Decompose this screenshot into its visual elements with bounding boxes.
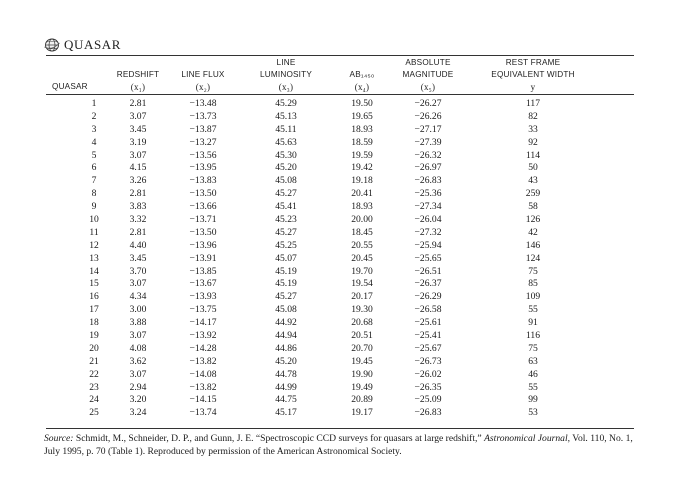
column-header-variable: (x₄) <box>354 82 370 92</box>
source-details: Vol. 110, No. 1, July 1995, p. 70 (Table 1). Reproduced by permission of the American Astronomical Society. <box>44 433 633 457</box>
table-row <box>0 214 700 227</box>
cell-rest-frame-ew: 91 <box>528 317 538 329</box>
cell-absolute-magnitude: −25.41 <box>414 330 442 342</box>
table-row <box>0 111 700 124</box>
cell-line-flux: −13.73 <box>189 110 217 122</box>
table-row <box>0 98 700 111</box>
cell-line-flux: −13.56 <box>189 149 217 161</box>
cell-rest-frame-ew: 43 <box>528 175 538 187</box>
cell-absolute-magnitude: −26.51 <box>414 265 442 277</box>
cell-line-luminosity: 45.25 <box>275 239 297 251</box>
cell-quasar: 9 <box>91 201 97 213</box>
cell-rest-frame-ew: 82 <box>528 110 538 122</box>
cell-absolute-magnitude: −26.27 <box>414 98 442 109</box>
cell-redshift: 3.00 <box>129 304 147 316</box>
cell-redshift: 3.19 <box>129 136 147 148</box>
cell-rest-frame-ew: 117 <box>525 98 541 109</box>
cell-ab1450: 19.54 <box>351 278 373 290</box>
cell-ab1450: 19.49 <box>351 381 373 393</box>
cell-line-flux: −13.82 <box>189 355 217 367</box>
cell-absolute-magnitude: −25.67 <box>414 342 442 354</box>
cell-rest-frame-ew: 92 <box>528 136 538 148</box>
cell-line-luminosity: 44.92 <box>275 317 297 329</box>
cell-ab1450: 19.65 <box>351 110 373 122</box>
cell-quasar: 19 <box>89 330 99 342</box>
source-journal: Astronomical Journal, <box>484 433 571 444</box>
column-header-variable: (x₃) <box>278 82 294 92</box>
cell-absolute-magnitude: −26.73 <box>414 355 442 367</box>
cell-absolute-magnitude: −26.29 <box>414 291 442 303</box>
bottom-rule <box>46 428 634 429</box>
cell-ab1450: 19.30 <box>351 304 373 316</box>
column-header-label: LUMINOSITY <box>259 70 313 79</box>
table-row <box>0 343 700 356</box>
cell-line-flux: −13.96 <box>189 239 217 251</box>
cell-line-luminosity: 45.19 <box>275 278 297 290</box>
cell-absolute-magnitude: −26.04 <box>414 214 442 226</box>
source-note <box>44 432 638 458</box>
cell-rest-frame-ew: 126 <box>525 214 541 226</box>
cell-quasar: 12 <box>89 239 99 251</box>
column-header-variable: (x₅) <box>420 82 436 92</box>
cell-line-flux: −13.66 <box>189 201 217 213</box>
cell-quasar: 8 <box>91 188 97 200</box>
cell-rest-frame-ew: 42 <box>528 226 538 238</box>
table-title-text: QUASAR <box>64 37 122 52</box>
cell-quasar: 21 <box>89 355 99 367</box>
cell-ab1450: 20.70 <box>351 342 373 354</box>
cell-quasar: 25 <box>89 407 99 419</box>
cell-rest-frame-ew: 50 <box>528 162 538 174</box>
cell-line-luminosity: 45.11 <box>275 123 297 135</box>
cell-line-flux: −13.75 <box>189 304 217 316</box>
cell-line-flux: −14.15 <box>189 394 217 406</box>
cell-rest-frame-ew: 259 <box>525 188 541 200</box>
cell-ab1450: 20.17 <box>351 291 373 303</box>
cell-ab1450: 18.93 <box>351 123 373 135</box>
cell-redshift: 3.83 <box>129 201 147 213</box>
cell-line-flux: −13.91 <box>189 252 217 264</box>
cell-rest-frame-ew: 99 <box>528 394 538 406</box>
table-row <box>0 266 700 279</box>
cell-rest-frame-ew: 55 <box>528 381 538 393</box>
cell-rest-frame-ew: 63 <box>528 355 538 367</box>
cell-rest-frame-ew: 146 <box>525 239 541 251</box>
cell-line-luminosity: 45.63 <box>275 136 297 148</box>
cell-line-flux: −14.17 <box>189 317 217 329</box>
table-row <box>0 382 700 395</box>
cell-line-flux: −14.28 <box>189 342 217 354</box>
cell-redshift: 3.07 <box>129 110 147 122</box>
cell-ab1450: 20.51 <box>351 330 373 342</box>
cell-line-luminosity: 45.23 <box>275 214 297 226</box>
cell-line-flux: −13.92 <box>189 330 217 342</box>
cell-line-luminosity: 45.27 <box>275 188 297 200</box>
cell-absolute-magnitude: −26.32 <box>414 149 442 161</box>
cell-rest-frame-ew: 46 <box>528 368 538 380</box>
cell-line-luminosity: 45.08 <box>275 304 297 316</box>
table-row <box>0 150 700 163</box>
cell-line-flux: −13.93 <box>189 291 217 303</box>
table-row <box>0 175 700 188</box>
column-header-variable: y <box>530 82 536 92</box>
cell-ab1450: 19.90 <box>351 368 373 380</box>
cell-rest-frame-ew: 58 <box>528 201 538 213</box>
cell-quasar: 11 <box>89 226 99 238</box>
cell-ab1450: 18.45 <box>351 226 373 238</box>
table-row <box>0 253 700 266</box>
cell-absolute-magnitude: −26.58 <box>414 304 442 316</box>
cell-absolute-magnitude: −25.09 <box>414 394 442 406</box>
cell-line-flux: −13.50 <box>189 226 217 238</box>
cell-redshift: 3.07 <box>129 368 147 380</box>
cell-redshift: 3.45 <box>129 123 147 135</box>
cell-redshift: 2.81 <box>129 98 147 109</box>
cell-quasar: 16 <box>89 291 99 303</box>
column-header-label: ABSOLUTE <box>405 58 451 67</box>
cell-ab1450: 19.59 <box>351 149 373 161</box>
cell-line-luminosity: 45.30 <box>275 149 297 161</box>
cell-quasar: 14 <box>89 265 99 277</box>
cell-quasar: 5 <box>91 149 97 161</box>
cell-quasar: 2 <box>91 110 97 122</box>
cell-redshift: 3.62 <box>129 355 147 367</box>
column-header-absolute-magnitude <box>383 57 473 93</box>
table-body <box>0 98 700 420</box>
cell-line-luminosity: 45.41 <box>275 201 297 213</box>
cell-ab1450: 20.68 <box>351 317 373 329</box>
cell-redshift: 3.07 <box>129 330 147 342</box>
column-header-rest-frame-ew <box>473 57 593 93</box>
cell-quasar: 7 <box>91 175 97 187</box>
cell-line-flux: −13.82 <box>189 381 217 393</box>
cell-rest-frame-ew: 75 <box>528 342 538 354</box>
cell-redshift: 3.07 <box>129 149 147 161</box>
cell-line-luminosity: 45.27 <box>275 291 297 303</box>
column-header-label: MAGNITUDE <box>402 70 454 79</box>
cell-absolute-magnitude: −25.61 <box>414 317 442 329</box>
cell-line-flux: −14.08 <box>189 368 217 380</box>
cell-line-flux: −13.71 <box>189 214 217 226</box>
table-row <box>0 407 700 420</box>
cell-quasar: 17 <box>89 304 99 316</box>
cell-rest-frame-ew: 55 <box>528 304 538 316</box>
table-row <box>0 188 700 201</box>
cell-redshift: 4.15 <box>129 162 147 174</box>
cell-quasar: 23 <box>89 381 99 393</box>
column-header-variable: (x₂) <box>195 82 211 92</box>
cell-ab1450: 20.89 <box>351 394 373 406</box>
cell-line-flux: −13.85 <box>189 265 217 277</box>
table-row <box>0 201 700 214</box>
cell-redshift: 4.08 <box>129 342 147 354</box>
cell-line-luminosity: 45.17 <box>275 407 297 419</box>
table-row <box>0 369 700 382</box>
cell-ab1450: 19.42 <box>351 162 373 174</box>
cell-quasar: 22 <box>89 368 99 380</box>
table-row <box>0 291 700 304</box>
table-row <box>0 137 700 150</box>
cell-rest-frame-ew: 116 <box>525 330 541 342</box>
cell-rest-frame-ew: 85 <box>528 278 538 290</box>
column-header-label: EQUIVALENT WIDTH <box>491 70 575 79</box>
cell-quasar: 15 <box>89 278 99 290</box>
cell-redshift: 3.45 <box>129 252 147 264</box>
cell-absolute-magnitude: −27.39 <box>414 136 442 148</box>
cell-absolute-magnitude: −26.26 <box>414 110 442 122</box>
cell-redshift: 2.94 <box>129 381 147 393</box>
cell-redshift: 3.20 <box>129 394 147 406</box>
column-header-label: LINE FLUX <box>181 70 225 79</box>
cell-absolute-magnitude: −27.17 <box>414 123 442 135</box>
cell-absolute-magnitude: −26.97 <box>414 162 442 174</box>
cell-ab1450: 18.93 <box>351 201 373 213</box>
cell-rest-frame-ew: 33 <box>528 123 538 135</box>
cell-redshift: 4.40 <box>129 239 147 251</box>
source-authors: Schmidt, M., Schneider, D. P., and Gunn, J. E. “Spectroscopic CCD surveys for quasars at large redshift,” <box>73 433 482 444</box>
cell-absolute-magnitude: −26.83 <box>414 407 442 419</box>
column-header-label: REDSHIFT <box>116 70 160 79</box>
column-header-label: AB₁₄₅₀ <box>349 70 375 79</box>
column-header-label: REST FRAME <box>505 58 561 67</box>
header-rule <box>46 94 634 95</box>
cell-ab1450: 20.41 <box>351 188 373 200</box>
cell-rest-frame-ew: 109 <box>525 291 541 303</box>
cell-quasar: 18 <box>89 317 99 329</box>
cell-absolute-magnitude: −25.94 <box>414 239 442 251</box>
cell-rest-frame-ew: 53 <box>528 407 538 419</box>
cell-line-luminosity: 44.86 <box>275 342 297 354</box>
table-row <box>0 240 700 253</box>
cell-absolute-magnitude: −25.36 <box>414 188 442 200</box>
cell-line-flux: −13.67 <box>189 278 217 290</box>
cell-line-luminosity: 45.27 <box>275 226 297 238</box>
column-header-variable: (x₁) <box>130 82 146 92</box>
cell-redshift: 3.70 <box>129 265 147 277</box>
cell-redshift: 4.34 <box>129 291 147 303</box>
cell-ab1450: 19.70 <box>351 265 373 277</box>
cell-quasar: 6 <box>91 162 97 174</box>
cell-line-luminosity: 44.78 <box>275 368 297 380</box>
cell-quasar: 10 <box>89 214 99 226</box>
cell-line-flux: −13.74 <box>189 407 217 419</box>
cell-ab1450: 20.00 <box>351 214 373 226</box>
cell-line-luminosity: 45.13 <box>275 110 297 122</box>
cell-line-luminosity: 44.75 <box>275 394 297 406</box>
column-header-line-luminosity <box>241 57 331 93</box>
cell-absolute-magnitude: −26.83 <box>414 175 442 187</box>
cell-ab1450: 20.45 <box>351 252 373 264</box>
table-row <box>0 304 700 317</box>
cell-quasar: 3 <box>91 123 97 135</box>
cell-redshift: 2.81 <box>129 226 147 238</box>
cell-line-luminosity: 45.20 <box>275 162 297 174</box>
cell-quasar: 4 <box>91 136 97 148</box>
table-row <box>0 330 700 343</box>
cell-redshift: 3.32 <box>129 214 147 226</box>
cell-redshift: 3.24 <box>129 407 147 419</box>
cell-line-luminosity: 45.29 <box>275 98 297 109</box>
cell-line-flux: −13.50 <box>189 188 217 200</box>
table-row <box>0 124 700 137</box>
cell-line-luminosity: 44.94 <box>275 330 297 342</box>
cell-redshift: 3.88 <box>129 317 147 329</box>
table-row <box>0 227 700 240</box>
cell-ab1450: 19.50 <box>351 98 373 109</box>
table-row <box>0 278 700 291</box>
top-rule <box>46 55 634 56</box>
cell-redshift: 3.07 <box>129 278 147 290</box>
cell-line-flux: −13.95 <box>189 162 217 174</box>
cell-quasar: 13 <box>89 252 99 264</box>
table-row <box>0 317 700 330</box>
cell-redshift: 2.81 <box>129 188 147 200</box>
cell-absolute-magnitude: −26.35 <box>414 381 442 393</box>
cell-redshift: 3.26 <box>129 175 147 187</box>
cell-rest-frame-ew: 75 <box>528 265 538 277</box>
cell-line-flux: −13.48 <box>189 98 217 109</box>
cell-rest-frame-ew: 124 <box>525 252 541 264</box>
column-header-label: QUASAR <box>52 82 88 91</box>
cell-line-luminosity: 45.08 <box>275 175 297 187</box>
cell-absolute-magnitude: −26.37 <box>414 278 442 290</box>
cell-ab1450: 19.45 <box>351 355 373 367</box>
cell-line-luminosity: 45.07 <box>275 252 297 264</box>
cell-quasar: 20 <box>89 342 99 354</box>
cell-quasar: 24 <box>89 394 99 406</box>
cell-absolute-magnitude: −27.34 <box>414 201 442 213</box>
cell-line-flux: −13.87 <box>189 123 217 135</box>
table-row <box>0 162 700 175</box>
cell-ab1450: 20.55 <box>351 239 373 251</box>
cell-line-luminosity: 45.19 <box>275 265 297 277</box>
cell-ab1450: 19.18 <box>351 175 373 187</box>
cell-line-flux: −13.83 <box>189 175 217 187</box>
cell-absolute-magnitude: −25.65 <box>414 252 442 264</box>
table-row <box>0 356 700 369</box>
cell-rest-frame-ew: 114 <box>525 149 541 161</box>
cell-line-luminosity: 45.20 <box>275 355 297 367</box>
globe-icon <box>44 38 60 52</box>
cell-absolute-magnitude: −27.32 <box>414 226 442 238</box>
cell-ab1450: 19.17 <box>351 407 373 419</box>
cell-quasar: 1 <box>91 98 97 109</box>
cell-absolute-magnitude: −26.02 <box>414 368 442 380</box>
source-label: Source: <box>44 433 74 444</box>
table-row <box>0 394 700 407</box>
cell-line-luminosity: 44.99 <box>275 381 297 393</box>
column-header-label: LINE <box>276 58 296 67</box>
table-title <box>44 37 121 53</box>
cell-line-flux: −13.27 <box>189 136 217 148</box>
cell-ab1450: 18.59 <box>351 136 373 148</box>
